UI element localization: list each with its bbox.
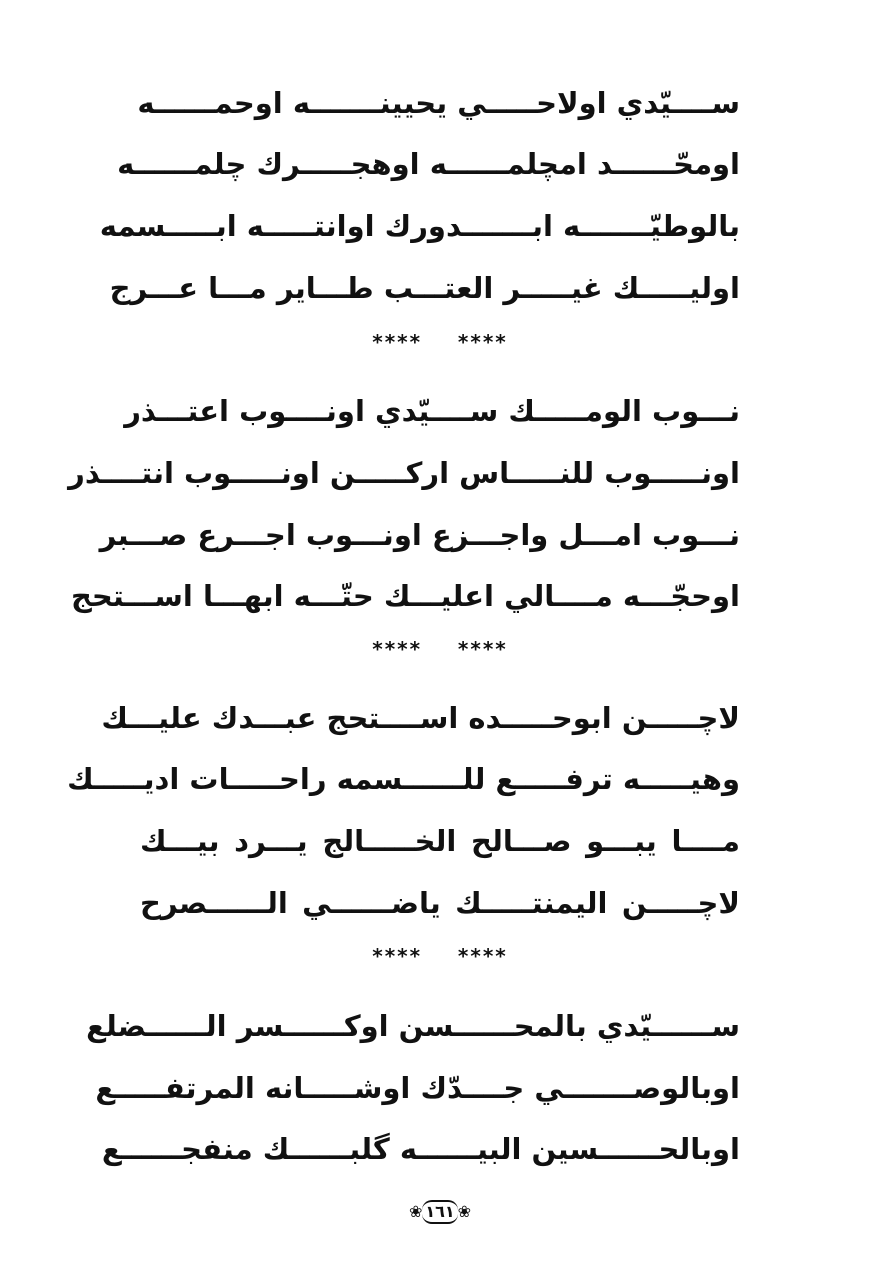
- verse-line: لاچـــــن اليمنتـــــك ياضــــــي الــــــصرح: [140, 886, 740, 920]
- verse-line: نـــوب امـــل واجـــزع اونـــوب اجـــرع صـــبر: [99, 518, 740, 552]
- verse-line: وهيـــــه ترفـــــع للــــــسمه راحـــــات اديـــــك: [67, 762, 740, 796]
- verse-line: اوبالحــــــسين البيــــــه گلبــــــك منفجــــــع: [101, 1132, 740, 1166]
- stanza-separator: **** ****: [372, 637, 508, 661]
- verse-line: ســــيّدي اولاحـــــي يحيينـــــــه اوحمــــــه: [137, 86, 740, 120]
- stanza-separator: **** ****: [372, 944, 508, 968]
- ornament-right-icon: ❀: [457, 1202, 472, 1221]
- ornament-left-icon: ❀: [408, 1202, 423, 1221]
- verse-line: نـــوب الومـــــك ســــيّدي اونــــوب اعتـــذر: [124, 394, 740, 428]
- verse-line: اومحّــــــد امچلمــــــه اوهجـــــرك چلمــــــه: [117, 147, 740, 181]
- verse-line: اوبالوصـــــــي جــــدّك اوشـــــانه المرتفـــــع: [95, 1071, 740, 1105]
- verse-line: اوحجّـــه مــــالي اعليـــك حتّـــه ابهـــا اســـتحج: [71, 579, 740, 613]
- verse-line: بالوطيّـــــــه ابـــــــدورك اوانتـــــه ابـــــسمه: [99, 209, 740, 243]
- verse-line: مــــا يبـــو صـــالح الخـــــالج يـــرد بيـــك: [140, 824, 740, 858]
- page-number-ornament: [400, 1194, 480, 1230]
- stanza-separator: **** ****: [372, 330, 508, 354]
- verse-line: لاچـــــن ابوحـــــده اســــتحج عبـــدك عليـــك: [101, 701, 740, 735]
- verse-line: اوليـــــك غيـــــر العتـــب طـــاير مـــا عـــرج: [109, 271, 740, 305]
- verse-line: ســــــيّدي بالمحــــــسن اوكــــــسر الــــــضلع: [86, 1009, 740, 1043]
- verse-line: اونـــــوب للنـــــاس اركـــــن اونـــــوب انتــــذر: [68, 456, 740, 490]
- page-number: ١٦١: [422, 1200, 457, 1224]
